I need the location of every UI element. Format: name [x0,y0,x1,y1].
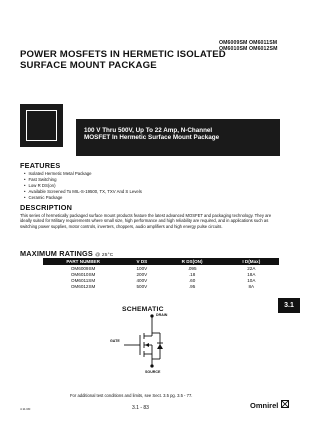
section-tab: 3.1 [278,298,300,313]
cell-rds: .18 [188,271,196,277]
banner-line-1: 100 V Thru 500V, Up To 22 Amp, N-Channel [84,127,213,134]
col-id-max: I D(Max) [224,258,279,265]
cell-vds: 400V [136,277,148,283]
ratings-heading-text: MAXIMUM RATINGS [20,249,93,258]
schematic-heading: SCHEMATIC [122,306,164,313]
gate-label: GATE [110,339,120,343]
part-numbers-line-2: OM6010SM OM6012SM [219,46,278,52]
cell-rds: .60 [188,277,196,283]
table-header-row [43,258,279,265]
title-line-1: POWER MOSFETS IN HERMETIC ISOLATED [20,49,226,60]
ratings-heading [20,249,113,258]
feature-item: • Isolated Hermetic Metal Package [24,171,142,177]
cell-vds: 100V [136,265,148,271]
brand-logo-text: Omnirel [250,401,279,410]
ratings-table [43,258,279,289]
table-row [43,283,279,289]
ratings-condition: @ 25°C [95,253,114,258]
features-heading: FEATURES [20,161,61,170]
cell-rds: .095 [187,265,197,271]
cell-vds: 500V [136,283,148,289]
feature-item: • Available Screened To MIL-S-19500, TX, TXV And S Levels [24,189,142,195]
col-part-number: PART NUMBER [43,258,123,265]
cell-part: OM6010SM [70,271,96,277]
mosfet-symbol [110,313,190,373]
cell-part: OM6011SM [71,277,96,283]
page-title [20,50,290,71]
cell-rds: .95 [188,283,196,289]
cell-id: 18A [247,271,256,277]
document-code: 4 11 R0 [20,407,31,411]
schematic-diagram [110,313,190,378]
description-banner [76,119,280,156]
source-label: SOURCE [145,370,161,374]
page-number: 3.1 - 83 [132,405,149,411]
cell-part: OM6012SM [70,283,96,289]
drain-label: DRAIN [156,313,168,317]
cell-part: OM6009SM [70,265,96,271]
part-numbers-line-1: OM6009SM OM6011SM [219,40,278,46]
feature-item: • Ceramic Package [24,195,142,201]
col-vds: V DS [123,258,160,265]
feature-item: • Low R DS(on) [24,183,142,189]
cell-id: 10A [247,277,256,283]
title-line-2: SURFACE MOUNT PACKAGE [20,59,157,71]
feature-item: • Fast Switching [24,177,142,183]
cell-vds: 200V [136,271,148,277]
features-list [24,171,142,201]
col-rds-on: R DS(ON) [161,258,224,265]
cell-id: 22A [247,265,256,271]
brand-mark-icon [281,400,289,408]
brand-logo [250,400,289,410]
footer-note: For additional test conditions and limits, see Sect. 3.5 pg. 3.5 - 77. [70,393,193,398]
description-heading: DESCRIPTION [20,203,73,212]
description-text: This series of hermetically packaged surface mount products feature the latest advanced MOSFET and packaging technology. They are ideally suited for Military requirements where small size, high performance and high reliability are required, and in applications such as switching power supplies, motor controls, inverters, choppers, audio amplifiers and high energy pulse circuits. [20,213,272,229]
cell-id: 8A [248,283,255,289]
package-image-outline [26,110,57,141]
banner-line-2: MOSFET In Hermetic Surface Mount Package [84,134,220,142]
